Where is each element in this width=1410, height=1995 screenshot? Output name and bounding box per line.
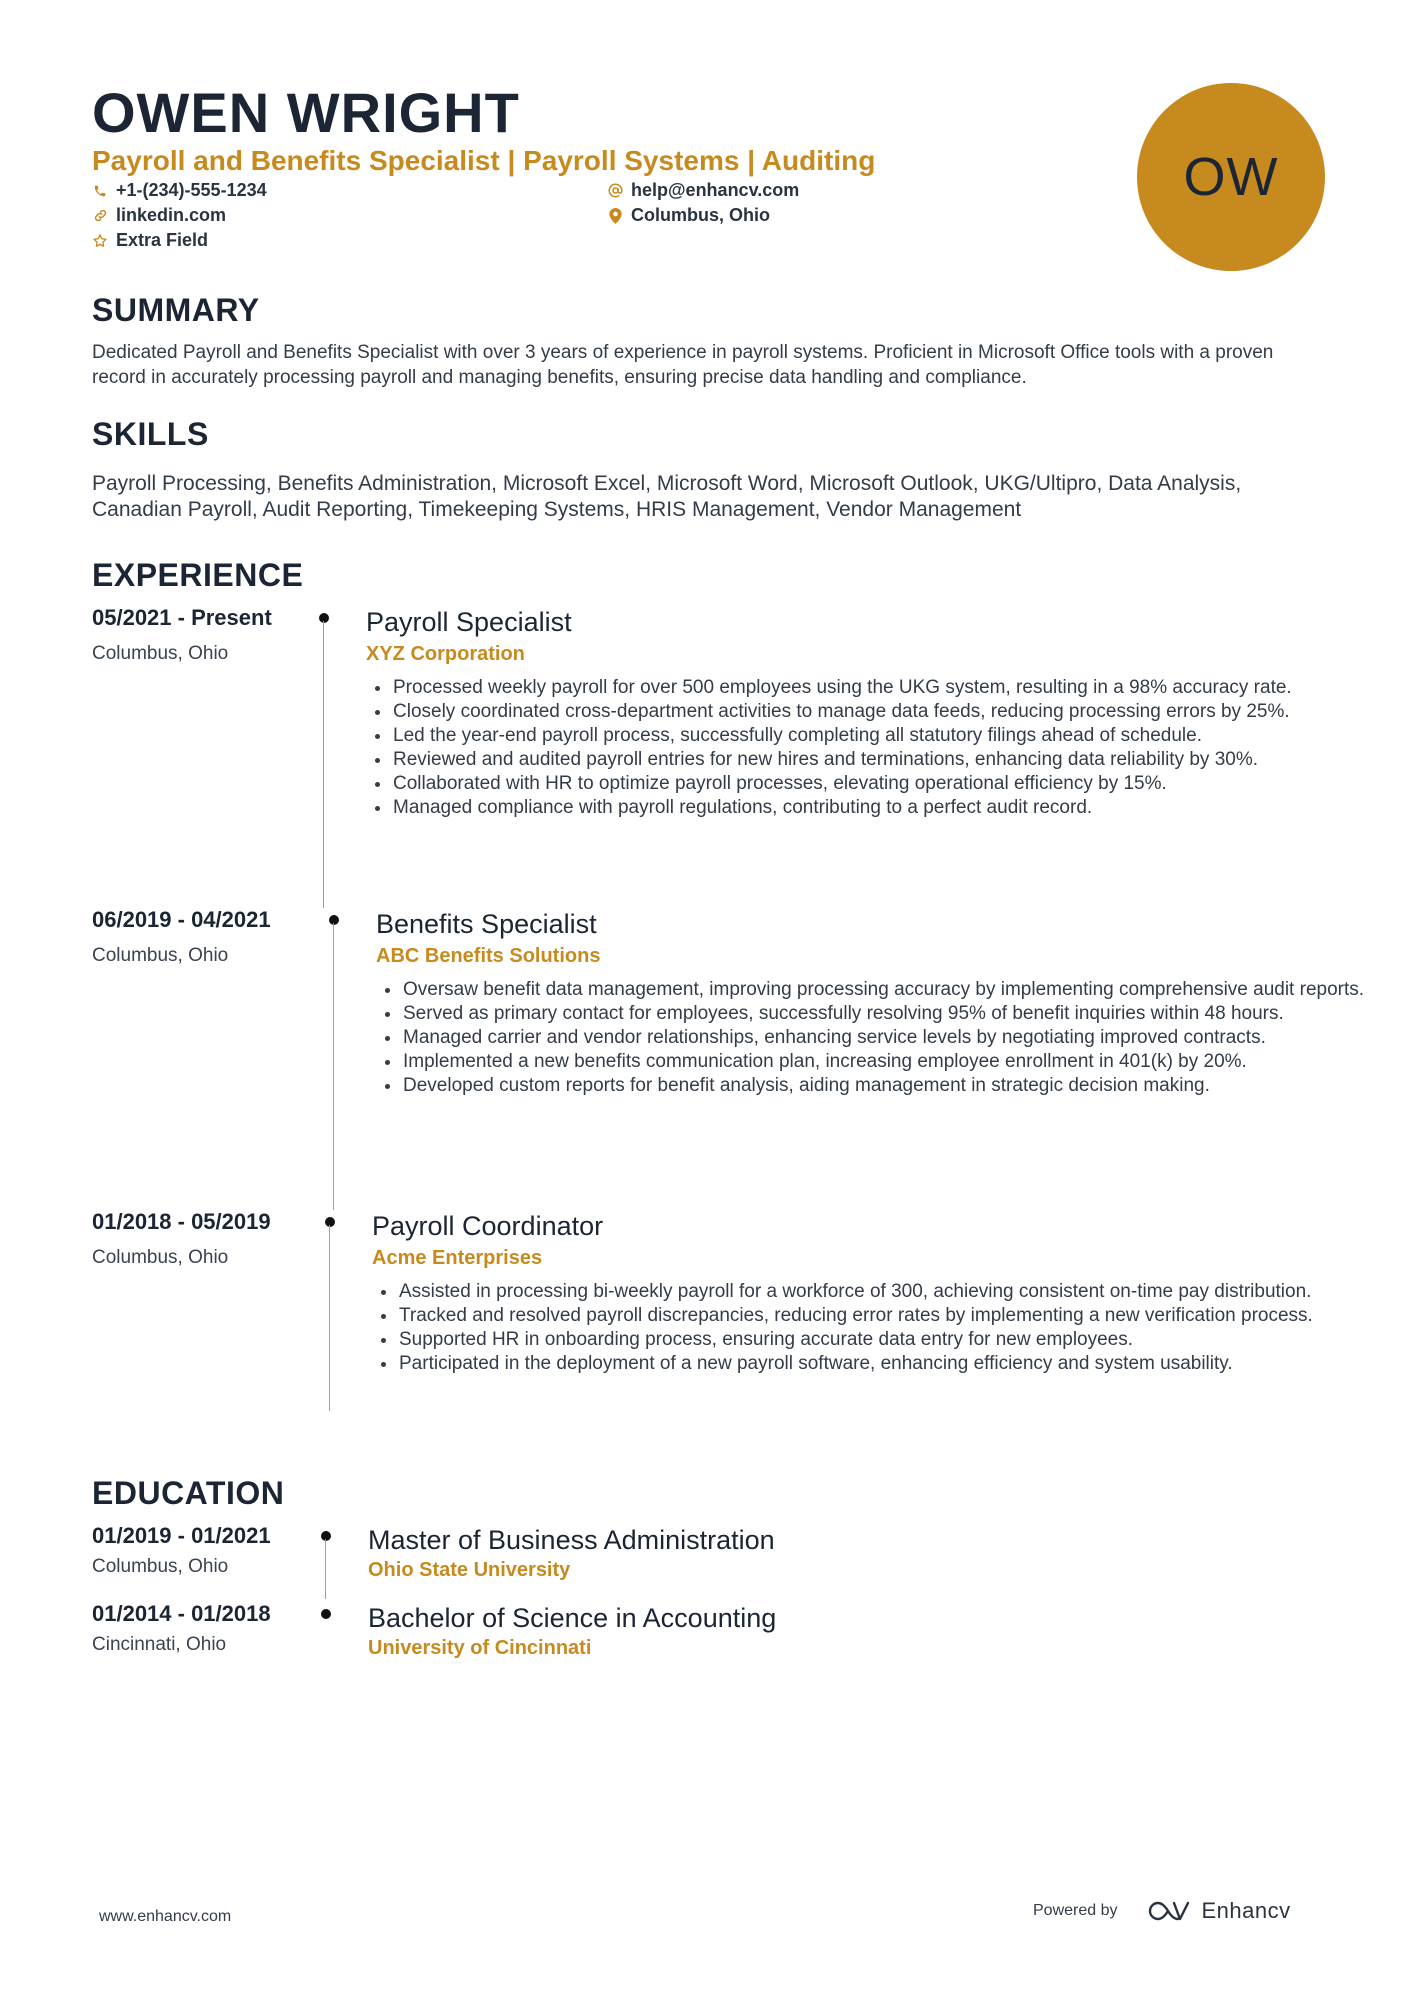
- star-icon: [92, 233, 108, 249]
- contact-location: [607, 205, 770, 226]
- timeline-line: [333, 923, 334, 1210]
- powered-by-label: Powered by: [1033, 1902, 1118, 1919]
- brand-name: Enhancv: [1201, 1898, 1291, 1923]
- timeline-dot: [329, 915, 339, 925]
- education-date: 01/2014 - 01/2018: [92, 1601, 271, 1626]
- experience-company: Acme Enterprises: [372, 1247, 543, 1269]
- skills-heading: SKILLS: [92, 416, 209, 452]
- phone-text: +1-(234)-555-1234: [116, 180, 267, 200]
- enhancv-logo-icon: [1146, 1899, 1192, 1923]
- experience-role: Payroll Specialist: [366, 607, 572, 637]
- skills-text: Payroll Processing, Benefits Administration, Microsoft Excel, Microsoft Word, Microsoft Outlook, UKG/Ultipro, Data Analysis, Canadian Payroll, Audit Reporting, Timekeeping Systems, HRIS Management, Vendor Management: [92, 472, 1242, 521]
- list-item: Collaborated with HR to optimize payroll processes, elevating operational efficiency by 15%.: [366, 772, 1366, 796]
- summary-heading: SUMMARY: [92, 292, 260, 328]
- experience-date: 06/2019 - 04/2021: [92, 907, 271, 932]
- list-item: Implemented a new benefits communication plan, increasing employee enrollment in 401(k) by 20%.: [376, 1050, 1376, 1074]
- experience-bullets: [376, 978, 1376, 1098]
- list-item: Reviewed and audited payroll entries for new hires and terminations, enhancing data reliability by 30%.: [366, 748, 1366, 772]
- experience-location: Columbus, Ohio: [92, 1247, 229, 1268]
- experience-company: XYZ Corporation: [366, 643, 525, 665]
- experience-content: [376, 907, 1376, 1098]
- list-item: Managed compliance with payroll regulations, contributing to a perfect audit record.: [366, 796, 1366, 820]
- list-item: Managed carrier and vendor relationships, enhancing service levels by negotiating improved contracts.: [376, 1026, 1376, 1050]
- education-school: University of Cincinnati: [368, 1637, 592, 1659]
- experience-content: [372, 1209, 1372, 1376]
- education-location: Cincinnati, Ohio: [92, 1634, 227, 1655]
- experience-content: [366, 605, 1366, 820]
- footer-branding: [1033, 1898, 1291, 1924]
- education-location: Columbus, Ohio: [92, 1556, 229, 1577]
- candidate-headline: Payroll and Benefits Specialist | Payroll Systems | Auditing: [92, 145, 876, 176]
- candidate-name: OWEN WRIGHT: [92, 81, 520, 144]
- experience-heading: EXPERIENCE: [92, 557, 304, 593]
- education-content: [368, 1523, 1368, 1582]
- list-item: Tracked and resolved payroll discrepancies, reducing error rates by implementing a new verification process.: [372, 1304, 1372, 1328]
- at-icon: [607, 183, 623, 199]
- location-pin-icon: [607, 208, 623, 224]
- list-item: Participated in the deployment of a new payroll software, enhancing efficiency and system usability.: [372, 1352, 1372, 1376]
- contact-email[interactable]: [607, 180, 799, 201]
- timeline-dot: [321, 1609, 331, 1619]
- contact-linkedin[interactable]: [92, 205, 226, 226]
- experience-date: 05/2021 - Present: [92, 605, 272, 630]
- linkedin-text: linkedin.com: [116, 205, 227, 225]
- contact-phone[interactable]: [92, 180, 267, 201]
- experience-company: ABC Benefits Solutions: [376, 945, 601, 967]
- list-item: Served as primary contact for employees, successfully resolving 95% of benefit inquiries within 48 hours.: [376, 1002, 1376, 1026]
- list-item: Developed custom reports for benefit analysis, aiding management in strategic decision making.: [376, 1074, 1376, 1098]
- experience-bullets: [366, 676, 1366, 820]
- location-text: Columbus, Ohio: [631, 205, 770, 225]
- timeline-line: [323, 621, 324, 908]
- experience-role: Benefits Specialist: [376, 909, 597, 939]
- education-degree: Master of Business Administration: [368, 1525, 775, 1555]
- timeline-line: [325, 1539, 326, 1599]
- avatar-initials: OW: [1183, 147, 1279, 207]
- experience-date: 01/2018 - 05/2019: [92, 1209, 271, 1234]
- experience-role: Payroll Coordinator: [372, 1211, 604, 1241]
- enhancv-logo[interactable]: [1146, 1898, 1291, 1924]
- phone-icon: [92, 183, 108, 199]
- education-degree: Bachelor of Science in Accounting: [368, 1603, 777, 1633]
- education-date: 01/2019 - 01/2021: [92, 1523, 271, 1548]
- list-item: Led the year-end payroll process, successfully completing all statutory filings ahead of schedule.: [366, 724, 1366, 748]
- education-heading: EDUCATION: [92, 1475, 285, 1511]
- list-item: Supported HR in onboarding process, ensuring accurate data entry for new employees.: [372, 1328, 1372, 1352]
- experience-location: Columbus, Ohio: [92, 945, 229, 966]
- timeline-dot: [325, 1217, 335, 1227]
- education-content: [368, 1601, 1368, 1660]
- summary-text: Dedicated Payroll and Benefits Specialist with over 3 years of experience in payroll systems. Proficient in Microsoft Office tools with a proven record in accurately processing payroll and managing benefits, ensuring precise data handling and compliance.: [92, 342, 1274, 388]
- timeline-dot: [319, 613, 329, 623]
- contact-extra: [92, 230, 208, 251]
- education-school: Ohio State University: [368, 1559, 571, 1581]
- experience-location: Columbus, Ohio: [92, 643, 229, 664]
- list-item: Assisted in processing bi-weekly payroll for a workforce of 300, achieving consistent on-time pay distribution.: [372, 1280, 1372, 1304]
- timeline-dot: [321, 1531, 331, 1541]
- footer-website[interactable]: www.enhancv.com: [99, 1908, 232, 1925]
- extra-text: Extra Field: [116, 230, 209, 250]
- timeline-line: [329, 1225, 330, 1411]
- list-item: Processed weekly payroll for over 500 employees using the UKG system, resulting in a 98% accuracy rate.: [366, 676, 1366, 700]
- experience-bullets: [372, 1280, 1372, 1376]
- list-item: Closely coordinated cross-department activities to manage data feeds, reducing processing errors by 25%.: [366, 700, 1366, 724]
- avatar: [1137, 83, 1325, 271]
- list-item: Oversaw benefit data management, improving processing accuracy by implementing comprehensive audit reports.: [376, 978, 1376, 1002]
- link-icon: [92, 208, 108, 224]
- email-text: help@enhancv.com: [631, 180, 800, 200]
